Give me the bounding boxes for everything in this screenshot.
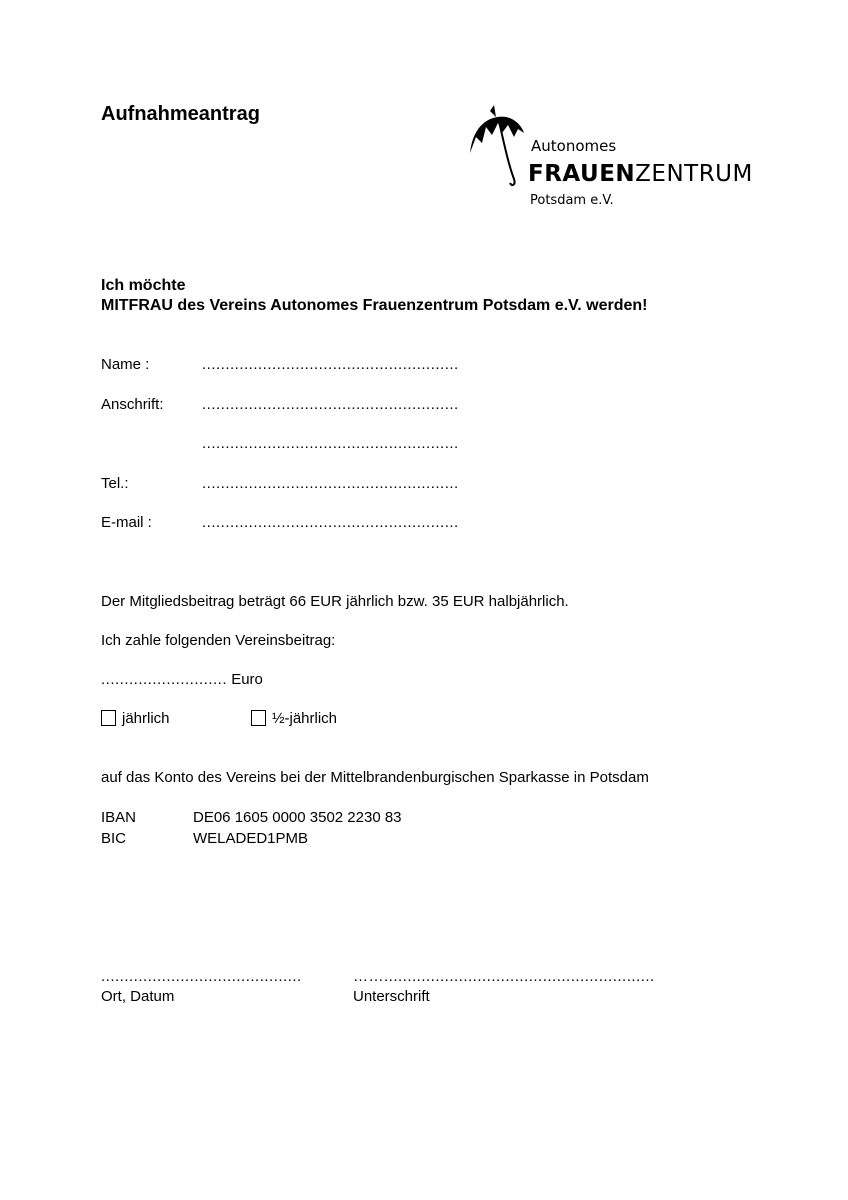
iban-label: IBAN	[101, 809, 137, 826]
bank-text: auf das Konto des Vereins bei der Mittelbrandenburgischen Sparkasse in Potsdam	[101, 769, 649, 786]
signature-label: Unterschrift	[353, 988, 430, 1005]
name-field[interactable]: .......................................................	[202, 356, 459, 373]
amount-row	[101, 671, 263, 688]
place-date-field[interactable]: ...........................................	[101, 968, 302, 985]
intro-line-2: MITFRAU des Vereins Autonomes Frauenzentrum Potsdam e.V. werden!	[101, 297, 648, 314]
name-label: Name :	[101, 356, 150, 373]
fee-text: Der Mitgliedsbeitrag beträgt 66 EUR jährlich bzw. 35 EUR halbjährlich.	[101, 593, 569, 610]
logo-line-2-rest: ZENTRUM	[635, 161, 753, 187]
intro-line-1: Ich möchte	[101, 277, 186, 294]
pay-text: Ich zahle folgenden Vereinsbeitrag:	[101, 632, 336, 649]
page-title: Aufnahmeantrag	[101, 103, 260, 125]
phone-field[interactable]: .......................................................	[202, 475, 459, 492]
phone-label: Tel.:	[101, 475, 129, 492]
bic-value: WELADED1PMB	[193, 830, 309, 847]
option-yearly[interactable]	[101, 710, 170, 727]
currency-label: Euro	[231, 671, 263, 688]
logo-line-3: Potsdam e.V.	[530, 193, 614, 208]
email-field[interactable]: .......................................................	[202, 514, 459, 531]
option-halfyearly[interactable]	[251, 710, 337, 727]
email-label: E-mail :	[101, 514, 152, 531]
umbrella-icon	[468, 103, 528, 213]
amount-field[interactable]: ...........................	[101, 671, 228, 688]
yearly-checkbox[interactable]	[101, 710, 116, 726]
logo	[468, 103, 758, 213]
yearly-label: jährlich	[122, 710, 170, 727]
logo-line-2-bold: FRAUEN	[528, 161, 636, 187]
iban-value: DE06 1605 0000 3502 2230 83	[193, 809, 402, 826]
address-field-1[interactable]: .......................................................	[202, 396, 459, 413]
logo-line-2	[528, 161, 753, 187]
halfyearly-label: ½-jährlich	[272, 710, 338, 727]
logo-line-1: Autonomes	[531, 137, 617, 155]
place-date-label: Ort, Datum	[101, 988, 175, 1005]
address-field-2[interactable]: .......................................................	[202, 435, 459, 452]
bic-label: BIC	[101, 830, 127, 847]
intro-text	[101, 276, 647, 316]
address-label: Anschrift:	[101, 396, 164, 413]
halfyearly-checkbox[interactable]	[251, 710, 266, 726]
signature-field[interactable]: ……..........................................................	[353, 968, 655, 985]
